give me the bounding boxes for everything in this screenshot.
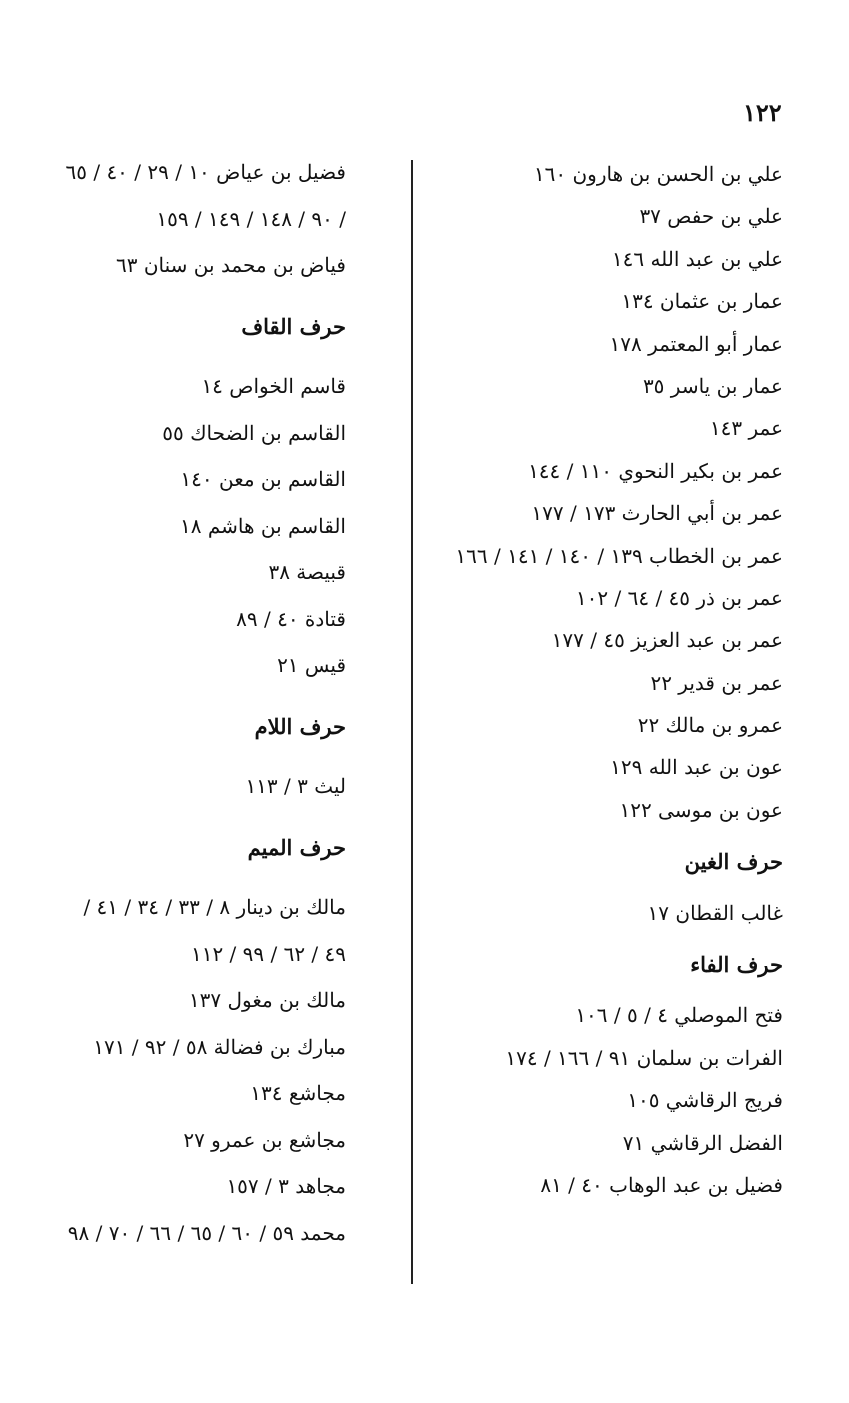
index-entry: مجاشع ١٣٤ [250, 1081, 346, 1105]
index-entry: عمار أبو المعتمر ١٧٨ [609, 331, 783, 356]
index-entry: فضيل بن عياض ١٠ / ٢٩ / ٤٠ / ٦٥ [65, 160, 346, 184]
index-entry: قتادة ٤٠ / ٨٩ [236, 606, 346, 631]
index-entry: عمر بن الخطاب ١٣٩ / ١٤٠ / ١٤١ / ١٦٦ [455, 543, 783, 568]
index-entry: فضيل بن عبد الوهاب ٤٠ / ٨١ [540, 1172, 783, 1197]
index-entry: فريج الرقاشي ١٠٥ [627, 1088, 783, 1113]
index-entry: قيس ٢١ [277, 653, 346, 677]
index-entry: الفضل الرقاشي ٧١ [622, 1130, 783, 1155]
index-entry: عمرو بن مالك ٢٢ [637, 713, 783, 738]
section-heading: حرف اللام [254, 713, 346, 739]
index-entry: عمر بن بكير النحوي ١١٠ / ١٤٤ [528, 458, 783, 483]
index-column-left [46, 160, 346, 1267]
index-entry: القاسم بن معن ١٤٠ [180, 467, 346, 491]
index-entry: الفرات بن سلمان ٩١ / ١٦٦ / ١٧٤ [505, 1045, 783, 1070]
index-entry: مالك بن مغول ١٣٧ [188, 988, 346, 1012]
index-column-right [443, 162, 783, 1215]
index-entry: القاسم بن هاشم ١٨ [180, 513, 346, 538]
section-heading: حرف الميم [247, 834, 346, 860]
index-entry: ليث ٣ / ١١٣ [245, 774, 346, 798]
column-divider [411, 160, 413, 1284]
index-entry: عمر بن عبد العزيز ٤٥ / ١٧٧ [551, 628, 783, 653]
index-entry: عمر ١٤٣ [709, 416, 783, 441]
index-entry: / ٩٠ / ١٤٨ / ١٤٩ / ١٥٩ [156, 206, 346, 231]
index-entry: عمر بن قدير ٢٢ [650, 670, 783, 695]
index-entry: مجاهد ٣ / ١٥٧ [226, 1174, 346, 1198]
index-entry: فياض بن محمد بن سنان ٦٣ [116, 253, 346, 277]
index-entry: غالب القطان ١٧ [647, 900, 783, 925]
index-entry: محمد ٥٩ / ٦٠ / ٦٥ / ٦٦ / ٧٠ / ٩٨ [67, 1220, 346, 1245]
index-entry: عمار بن عثمان ١٣٤ [621, 289, 783, 314]
index-entry: عون بن موسى ١٢٢ [619, 797, 783, 822]
index-entry: ٤٩ / ٦٢ / ٩٩ / ١١٢ [190, 941, 346, 966]
index-entry: عمر بن ذر ٤٥ / ٦٤ / ١٠٢ [575, 585, 783, 610]
index-entry: فتح الموصلي ٤ / ٥ / ١٠٦ [575, 1003, 783, 1028]
index-entry: مجاشع بن عمرو ٢٧ [183, 1127, 346, 1152]
section-heading: حرف القاف [241, 313, 346, 339]
index-entry: عون بن عبد الله ١٢٩ [610, 755, 783, 780]
section-heading: حرف الغين [684, 849, 783, 875]
index-entry: علي بن الحسن بن هارون ١٦٠ [533, 162, 783, 186]
index-entry: مالك بن دينار ٨ / ٣٣ / ٣٤ / ٤١ / [83, 895, 346, 919]
index-entry: علي بن عبد الله ١٤٦ [611, 246, 783, 271]
index-entry: قبيصة ٣٨ [268, 560, 346, 584]
index-entry: مبارك بن فضالة ٥٨ / ٩٢ / ١٧١ [93, 1034, 346, 1059]
section-heading: حرف الفاء [690, 952, 783, 978]
index-entry: عمر بن أبي الحارث ١٧٣ / ١٧٧ [531, 501, 783, 526]
index-entry: عمار بن ياسر ٣٥ [642, 373, 783, 398]
index-entry: قاسم الخواص ١٤ [201, 374, 346, 398]
page-number: ١٢٢ [743, 98, 782, 127]
index-entry: علي بن حفص ٣٧ [639, 204, 783, 229]
index-entry: القاسم بن الضحاك ٥٥ [162, 420, 346, 445]
